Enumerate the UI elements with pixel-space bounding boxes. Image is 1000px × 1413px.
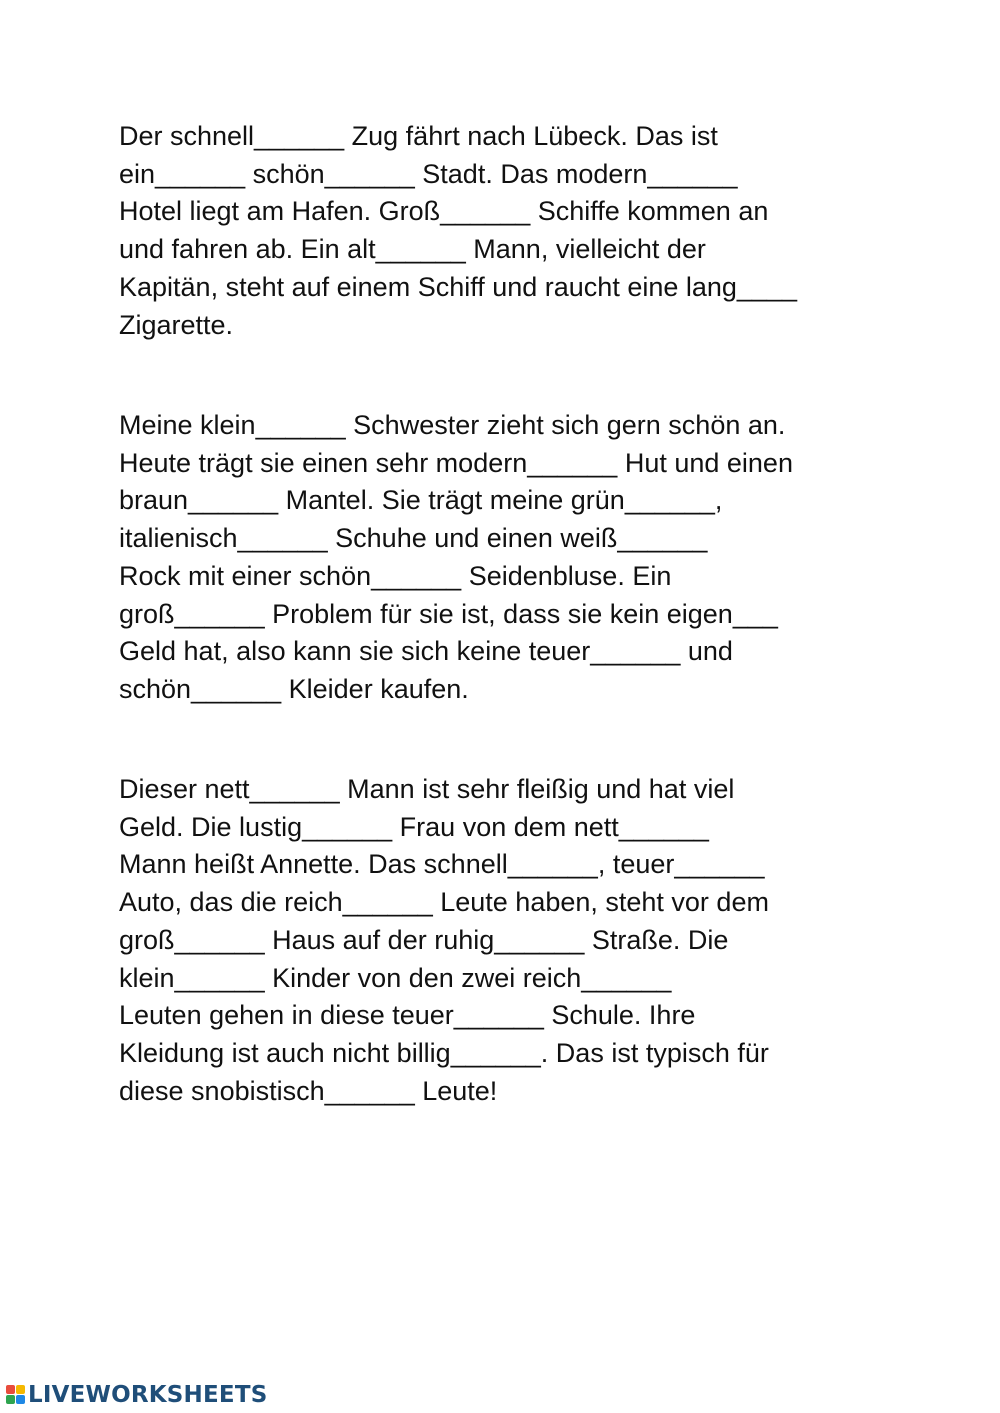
logo-square xyxy=(6,1395,15,1404)
text-line: Auto, das die reich______ Leute haben, steht vor dem xyxy=(119,887,769,918)
exercise-paragraph-2 xyxy=(119,407,793,709)
text-line: Kleidung ist auch nicht billig______. Das ist typisch für xyxy=(119,1037,769,1068)
exercise-paragraph-3 xyxy=(119,771,769,1110)
text-line: Zigarette. xyxy=(119,309,234,340)
text-line: Der schnell______ Zug fährt nach Lübeck. Das ist xyxy=(119,121,718,151)
text-line: Kapitän, steht auf einem Schiff und raucht eine lang____ xyxy=(119,271,797,302)
logo-square xyxy=(6,1385,15,1394)
text-line: groß______ Haus auf der ruhig______ Straße. Die xyxy=(119,924,729,955)
text-line: Mann heißt Annette. Das schnell______, teuer______ xyxy=(119,849,765,880)
text-line: diese snobistisch______ Leute! xyxy=(119,1075,498,1106)
brand-wordmark: LIVEWORKSHEETS xyxy=(28,1382,268,1408)
text-line: Hotel liegt am Hafen. Groß______ Schiffe kommen an xyxy=(119,196,769,227)
text-line: Geld. Die lustig______ Frau von dem nett______ xyxy=(119,811,709,842)
text-line: Dieser nett______ Mann ist sehr fleißig und hat viel xyxy=(119,774,735,804)
text-line: Geld hat, also kann sie sich keine teuer______ und xyxy=(119,636,733,667)
text-line: schön______ Kleider kaufen. xyxy=(119,673,469,704)
logo-square xyxy=(16,1385,25,1394)
text-line: groß______ Problem für sie ist, dass sie kein eigen___ xyxy=(119,598,778,629)
exercise-paragraph-1 xyxy=(119,118,797,344)
text-line: Heute trägt sie einen sehr modern______ Hut und einen xyxy=(119,447,793,478)
liveworksheets-brand xyxy=(6,1381,267,1409)
liveworksheets-logo-icon xyxy=(6,1385,26,1405)
text-line: klein______ Kinder von den zwei reich______ xyxy=(119,962,672,993)
logo-square xyxy=(16,1395,25,1404)
text-line: Meine klein______ Schwester zieht sich gern schön an. xyxy=(119,410,786,440)
text-line: Rock mit einer schön______ Seidenbluse. Ein xyxy=(119,560,672,591)
text-line: braun______ Mantel. Sie trägt meine grün______, xyxy=(119,485,723,516)
text-line: Leuten gehen in diese teuer______ Schule. Ihre xyxy=(119,1000,696,1031)
text-line: italienisch______ Schuhe und einen weiß______ xyxy=(119,523,708,554)
text-line: und fahren ab. Ein alt______ Mann, vielleicht der xyxy=(119,234,706,265)
text-line: ein______ schön______ Stadt. Das modern______ xyxy=(119,158,738,189)
